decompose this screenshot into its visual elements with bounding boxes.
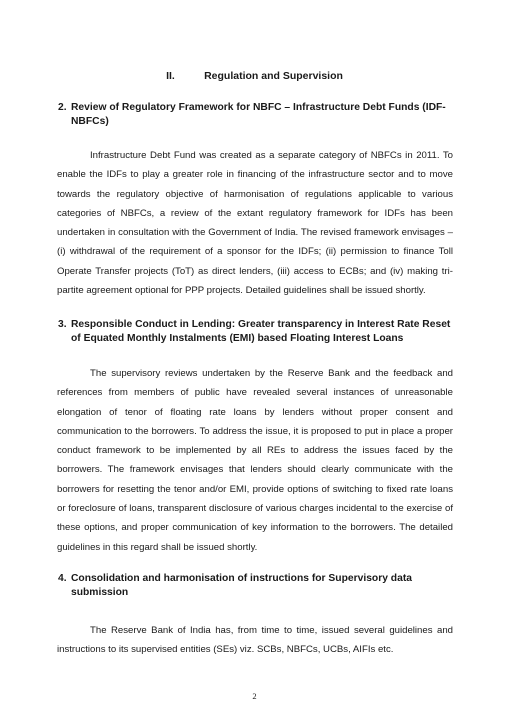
item-4-title: Consolidation and harmonisation of instructions for Supervisory data submission: [71, 573, 412, 598]
page-number: 2: [252, 691, 257, 701]
section-heading: [0, 69, 509, 83]
item-3-title: Responsible Conduct in Lending: Greater transparency in Interest Rate Reset of Equated Monthly Instalments (EMI) based Floating Interest Loans: [71, 319, 451, 344]
item-2-paragraph: Infrastructure Debt Fund was created as a separate category of NBFCs in 2011. To enable the IDFs to play a greater role in financing of the infrastructure sector and to move towards the regulatory objective of harmonisation of regulations applicable to various categories of NBFCs, a review of the extant regulatory framework for IDFs has been undertaken in consultation with the Government of India. The revised framework envisages – (i) withdrawal of the requirement of a sponsor for the IDFs; (ii) permission to finance Toll Operate Transfer projects (ToT) as direct lenders, (iii) access to ECBs; and (iv) making tri-partite agreement optional for PPP projects. Detailed guidelines shall be issued shortly.: [57, 150, 453, 297]
item-3-heading: [58, 318, 453, 346]
item-4-paragraph: The Reserve Bank of India has, from time to time, issued several guidelines and instructions to its supervised entities (SEs) viz. SCBs, NBFCs, UCBs, AIFIs etc.: [57, 625, 453, 656]
item-3-number: 3.: [58, 319, 67, 330]
item-4-heading: [58, 572, 453, 600]
item-3-paragraph: The supervisory reviews undertaken by the Reserve Bank and the feedback and references from members of public have revealed several instances of unreasonable elongation of tenor of floating rate loans by lenders without proper consent and communication to the borrowers. To address the issue, it is proposed to put in place a proper conduct framework to be implemented by all REs to address the issues faced by the borrowers. The framework envisages that lenders should clearly communicate with the borrowers for resetting the tenor and/or EMI, provide options of switching to fixed rate loans or foreclosure of loans, transparent disclosure of various charges incidental to the exercise of these options, and proper communication of key information to the borrowers. The detailed guidelines in this regard shall be issued shortly.: [57, 368, 453, 553]
item-2-heading: [58, 101, 453, 129]
item-2-title: Review of Regulatory Framework for NBFC – Infrastructure Debt Funds (IDF-NBFCs): [71, 102, 446, 127]
section-number: II.: [166, 70, 175, 82]
section-title: Regulation and Supervision: [204, 70, 343, 82]
item-4-number: 4.: [58, 573, 67, 584]
item-2-number: 2.: [58, 102, 67, 113]
